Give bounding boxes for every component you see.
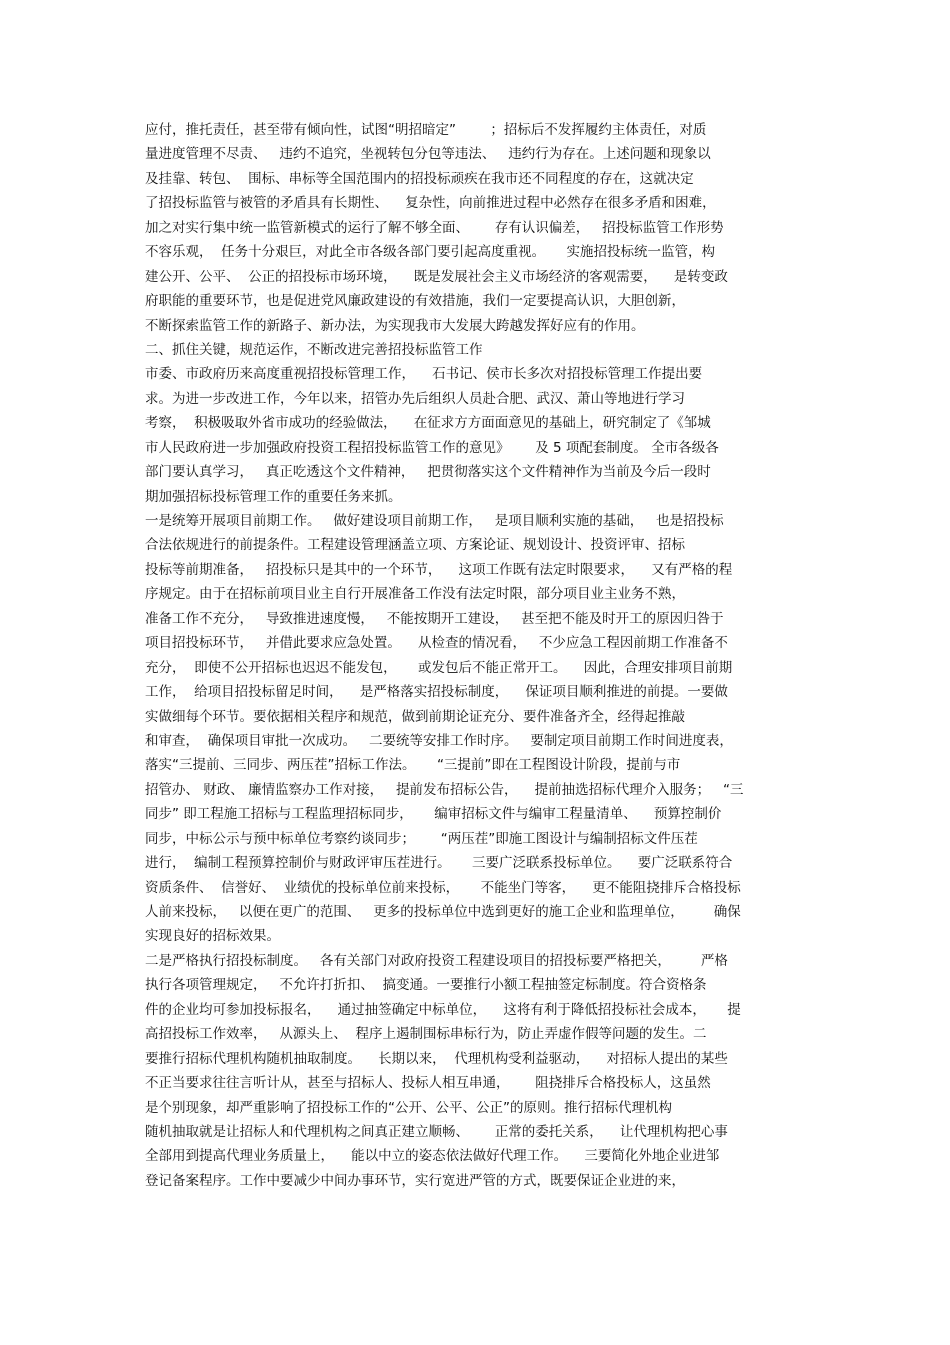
- text-line: 建公开、公平、 公正的招投标市场环境， 既是发展社会主义市场经济的客观需要， 是转变政: [145, 268, 728, 285]
- section-heading: 二、抓住关键，规范运作，不断改进完善招投标监管工作: [145, 341, 483, 358]
- text-line: 是个别现象，却严重影响了招投标工作的“公开、公平、公正”的原则。推行招标代理机构: [145, 1099, 672, 1116]
- text-line: 登记备案程序。工作中要减少中间办事环节，实行宽进严管的方式，既要保证企业进的来，: [145, 1172, 685, 1189]
- text-line: 实做细每个环节。要依据相关程序和规范，做到前期论证充分、要件准备齐全，经得起推敲: [145, 708, 685, 725]
- text-line: 不容乐观， 任务十分艰巨，对此全市各级各部门要引起高度重视。 实施招投标统一监管，构: [145, 244, 716, 261]
- text-line: 高招投标工作效率， 从源头上、 程序上遏制围标串标行为，防止弄虚作假等问题的发生。二: [145, 1026, 707, 1043]
- text-line: 件的企业均可参加投标报名， 通过抽签确定中标单位， 这将有利于降低招投标社会成本， 提: [145, 1001, 741, 1018]
- text-line: 二是严格执行招投标制度。 各有关部门对政府投资工程建设项目的招投标要严格把关， 严格: [145, 952, 728, 969]
- text-line: 随机抽取就是让招标人和代理机构之间真正建立顺畅、 正常的委托关系， 让代理机构把心事: [145, 1123, 728, 1140]
- text-line: 考察， 积极吸取外省市成功的经验做法， 在征求方方面面意见的基础上，研究制定了《邹城: [145, 415, 711, 432]
- text-line: 工作， 给项目招投标留足时间， 是严格落实招投标制度， 保证项目顺利推进的前提。一要做: [145, 684, 728, 701]
- text-line: 市委、市政府历来高度重视招投标管理工作， 石书记、侯市长多次对招投标管理工作提出要: [145, 366, 703, 383]
- text-line: 进行， 编制工程预算控制价与财政评审压茬进行。 三要广泛联系投标单位。 要广泛联系符合: [145, 855, 733, 872]
- text-line: 要推行招标代理机构随机抽取制度。 长期以来， 代理机构受利益驱动， 对招标人提出的某些: [145, 1050, 728, 1067]
- text-line: 资质条件、 信誉好、 业绩优的投标单位前来投标， 不能坐门等客， 更不能阻挠排斥合格投标: [145, 879, 741, 896]
- text-line: 实现良好的招标效果。: [145, 928, 280, 945]
- text-line: 同步” 即工程施工招标与工程监理招标同步， 编审招标文件与编审工程量清单、 预算控制价: [145, 806, 722, 823]
- text-line: 充分， 即使不公开招标也迟迟不能发包， 或发包后不能正常开工。 因此，合理安排项目前期: [145, 659, 733, 676]
- document-body: [145, 118, 810, 1193]
- text-line: 求。为进一步改进工作，今年以来，招管办先后组织人员赴合肥、武汉、萧山等地进行学习: [145, 390, 685, 407]
- text-line: 市人民政府进一步加强政府投资工程招投标监管工作的意见》 及 5 项配套制度。 全市各级各: [145, 439, 719, 456]
- text-line: 加之对实行集中统一监管新模式的运行了解不够全面、 存有认识偏差， 招投标监管工作形势: [145, 219, 724, 236]
- text-line: 执行各项管理规定， 不允许打折扣、 搞变通。一要推行小额工程抽签定标制度。符合资格条: [145, 977, 707, 994]
- text-line: 一是统筹开展项目前期工作。 做好建设项目前期工作， 是项目顺利实施的基础， 也是招投标: [145, 513, 724, 529]
- text-line: 了招投标监管与被管的矛盾具有长期性、 复杂性，向前推进过程中必然存在很多矛盾和困难，: [145, 195, 716, 212]
- text-line: 及挂靠、转包、 围标、串标等全国范围内的招投标顽疾在我市还不同程度的存在，这就决定: [145, 170, 694, 187]
- text-line: 落实“三提前、三同步、两压茬”招标工作法。 “三提前”即在工程图设计阶段，提前与市: [145, 757, 681, 774]
- text-line: 同步，中标公示与预中标单位考察约谈同步； “两压茬”即施工图设计与编制招标文件压茬: [145, 830, 698, 847]
- text-line: 应付，推托责任，甚至带有倾向性，试图“明招暗定” ；招标后不发挥履约主体责任，对质: [145, 122, 707, 138]
- text-line: 准备工作不充分， 导致推进速度慢， 不能按期开工建设， 甚至把不能及时开工的原因归咎于: [145, 610, 724, 627]
- text-line: 量进度管理不尽责、 违约不追究，坐视转包分包等违法、 违约行为存在。上述问题和现象以: [145, 146, 711, 163]
- text-line: 全部用到提高代理业务质量上， 能以中立的姿态依法做好代理工作。 三要简化外地企业进邹: [145, 1148, 720, 1165]
- text-line: 招管办、 财政、 廉情监察办工作对接， 提前发布招标公告， 提前抽选招标代理介入服务； “三: [145, 781, 744, 798]
- text-line: 不正当要求往往言听计从，甚至与招标人、投标人相互串通， 阻挠排斥合格投标人，这虽然: [145, 1075, 711, 1092]
- text-line: 合法依规进行的前提条件。工程建设管理涵盖立项、方案论证、规划设计、投资评审、招标: [145, 537, 685, 554]
- text-line: 和审查， 确保项目审批一次成功。 二要统等安排工作时序。 要制定项目前期工作时间进度表，: [145, 732, 733, 749]
- text-line: 期加强招标投标管理工作的重要任务来抓。: [145, 488, 402, 505]
- text-line: 不断探索监管工作的新路子、新办法，为实现我市大发展大跨越发挥好应有的作用。: [145, 317, 645, 334]
- text-line: 项目招投标环节， 并借此要求应急处置。 从检查的情况看， 不少应急工程因前期工作准备不: [145, 635, 728, 652]
- text-line: 府职能的重要环节，也是促进党风廉政建设的有效措施，我们一定要提高认识，大胆创新，: [145, 293, 685, 310]
- text-line: 投标等前期准备， 招投标只是其中的一个环节， 这项工作既有法定时限要求， 又有严格的程: [145, 561, 733, 578]
- text-line: 人前来投标， 以便在更广的范围、 更多的投标单位中选到更好的施工企业和监理单位， 确保: [145, 904, 741, 920]
- text-line: 部门要认真学习， 真正吃透这个文件精神， 把贯彻落实这个文件精神作为当前及今后一段时: [145, 464, 711, 481]
- text-line: 序规定。由于在招标前项目业主自行开展准备工作没有法定时限，部分项目业主业务不熟，: [145, 586, 685, 603]
